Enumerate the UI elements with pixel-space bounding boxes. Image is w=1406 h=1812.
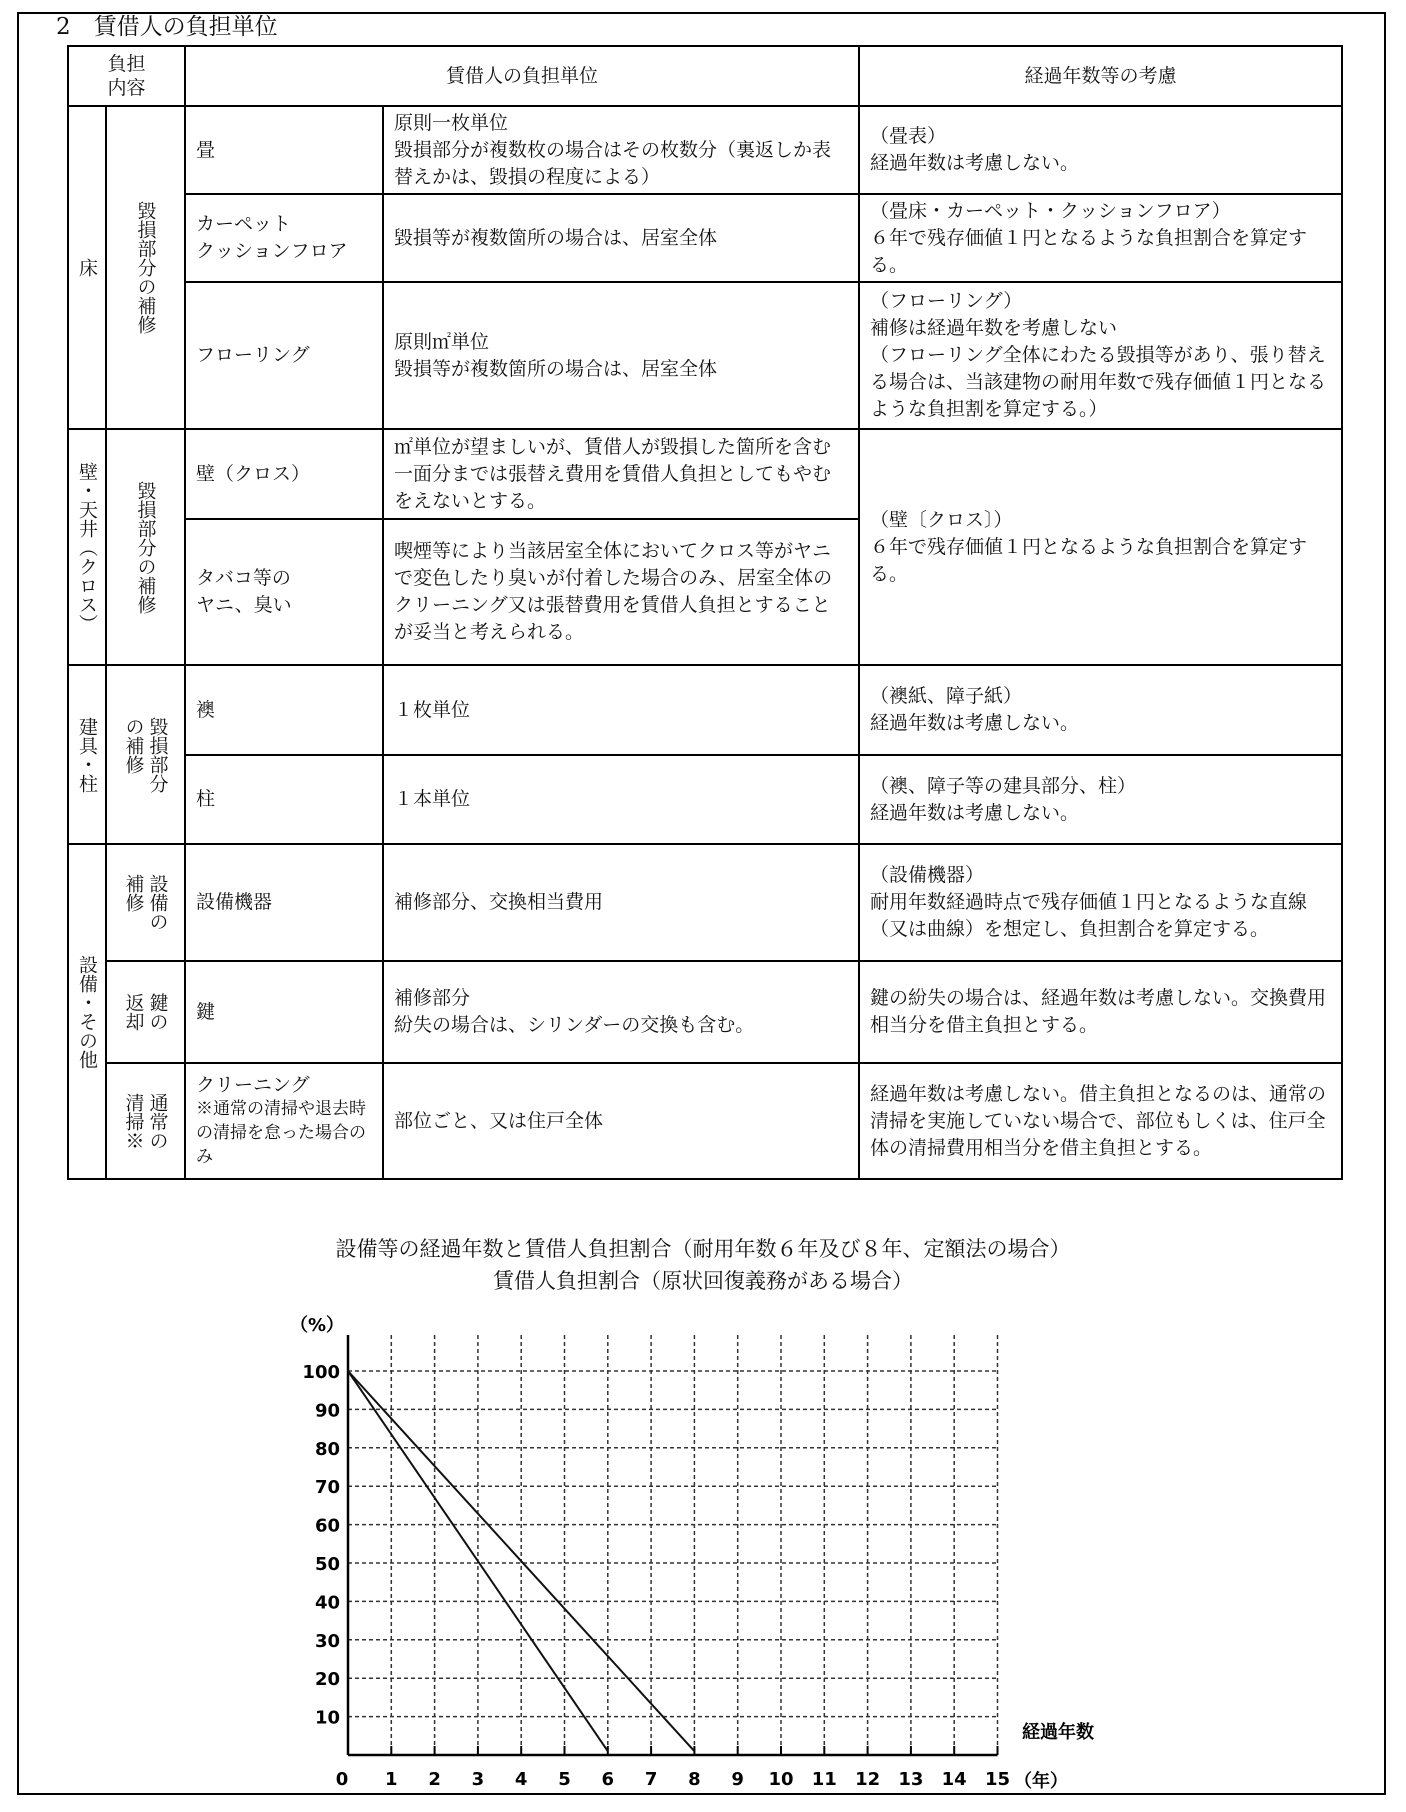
x-tick-label: 8: [688, 1769, 701, 1790]
item-cell: [185, 665, 383, 755]
unit-text: 毀損等が複数箇所の場合は、居室全体: [394, 226, 718, 249]
group-label: 床: [76, 258, 98, 277]
y-tick-label: 10: [314, 1707, 340, 1729]
sub-label: 清掃※: [122, 1092, 145, 1150]
header-category: [68, 46, 185, 106]
item-label: クリーニング: [196, 1074, 310, 1096]
chart-title: 設備等の経過年数と賃借人負担割合（耐用年数６年及び８年、定額法の場合）: [335, 1237, 1071, 1261]
sub-cell: [106, 961, 185, 1063]
item-label: タバコ等の: [196, 567, 291, 589]
x-tick-label: 3: [471, 1769, 485, 1790]
item-label: ヤニ、臭い: [196, 594, 292, 616]
x-tick-label: 11: [811, 1769, 837, 1790]
item-label: フローリング: [196, 344, 310, 366]
unit-cell: [383, 429, 859, 519]
sub-label: 設備の: [146, 874, 169, 931]
item-label: 鍵: [196, 1000, 216, 1023]
sub-cell: [106, 844, 185, 961]
x-axis-label: 経過年数: [1022, 1722, 1094, 1743]
age-text: （フローリング）: [870, 290, 1023, 312]
age-text: 耐用年数経過時点で残存価値１円となるような直線（又は曲線）を想定し、負担割合を算定する。: [870, 891, 1308, 940]
y-tick-label: 80: [314, 1438, 340, 1460]
age-text: 鍵の紛失の場合は、経過年数は考慮しない。交換費用相当分を借主負担とする。: [870, 987, 1327, 1036]
x-axis-unit: （年）: [1014, 1771, 1068, 1792]
unit-cell: [383, 1063, 859, 1179]
y-tick-label: 50: [314, 1554, 340, 1575]
table-row: [68, 961, 1342, 1063]
unit-text: 喫煙等により当該居室全体においてクロス等がヤニで変色したり臭いが付着した場合のみ、居室全体のクリーニング又は張替費用を賃借人負担とすることが妥当と考えられる。: [394, 540, 833, 643]
x-tick-label: 1: [385, 1769, 398, 1790]
group-wall: [68, 429, 106, 665]
age-text: ６年で残存価値１円となるような負担割合を算定する。: [870, 535, 1308, 585]
sub-label: 返却: [122, 993, 145, 1031]
table-row: [68, 282, 1342, 429]
age-cell: [859, 429, 1342, 665]
age-cell: [859, 282, 1342, 429]
sub-label: の補修: [122, 716, 145, 774]
unit-text: １本単位: [394, 788, 471, 810]
y-tick-label: 60: [314, 1515, 340, 1537]
x-tick-label: 2: [428, 1769, 441, 1790]
x-tick-label: 5: [558, 1769, 571, 1790]
item-cell: [185, 844, 383, 961]
x-tick-label: 9: [731, 1769, 744, 1790]
x-tick-label: 13: [898, 1769, 924, 1790]
item-label: クッションフロア: [196, 240, 348, 262]
x-tick-label: 15: [984, 1769, 1011, 1790]
unit-text: 毀損等が複数箇所の場合は、居室全体: [394, 357, 718, 380]
unit-cell: [383, 194, 859, 282]
group-equipment: [68, 844, 106, 1179]
burden-unit-table: [67, 45, 1343, 1180]
group-fittings: [68, 665, 106, 844]
y-axis-label: （%）: [290, 1315, 345, 1336]
table-row: [68, 1063, 1342, 1179]
age-text: 経過年数は考慮しない。借主負担となるのは、通常の清掃を実施していない場合で、部位もしくは、住戸全体の清掃費用相当分を借主負担とする。: [870, 1082, 1327, 1159]
sub-label: 毀損部分: [146, 716, 169, 793]
y-tick-label: 40: [314, 1592, 340, 1614]
sub-label: 通常の: [146, 1092, 169, 1150]
age-cell: [859, 1063, 1342, 1179]
age-text: （襖紙、障子紙）: [870, 685, 1023, 707]
y-tick-label: 90: [314, 1400, 340, 1422]
item-label: 柱: [196, 788, 216, 810]
unit-text: １枚単位: [394, 698, 471, 721]
unit-cell: [383, 755, 859, 844]
sub-fittings: [106, 665, 185, 844]
unit-text: 紛失の場合は、シリンダーの交換も含む。: [394, 1014, 755, 1036]
x-tick-label: 10: [768, 1769, 794, 1790]
item-label: カーペット: [196, 213, 292, 235]
group-label: 建具・柱: [76, 716, 98, 793]
header-category-line: 内容: [107, 77, 146, 99]
unit-text: 部位ごと、又は住戸全体: [394, 1109, 604, 1132]
sub-floor: [106, 106, 185, 429]
age-text: 経過年数は考慮しない。: [870, 152, 1080, 174]
table-row: [68, 429, 1342, 519]
age-text: （壁〔クロス〕）: [870, 508, 1013, 531]
age-cell: [859, 106, 1342, 194]
sub-wall: [106, 429, 185, 665]
unit-cell: [383, 282, 859, 429]
x-tick-label: 7: [644, 1769, 658, 1790]
x-tick-label: 6: [601, 1769, 615, 1790]
age-cell: [859, 961, 1342, 1063]
age-cell: [859, 755, 1342, 844]
x-tick-label: 0: [335, 1769, 349, 1790]
y-tick-label: 30: [314, 1630, 340, 1652]
age-text: 補修は経過年数を考慮しない: [870, 317, 1118, 339]
age-text: ６年で残存価値１円となるような負担割合を算定する。: [870, 226, 1308, 276]
age-text: （畳表）: [870, 125, 947, 147]
item-label: 畳: [196, 138, 216, 161]
unit-text: 原則㎡単位: [394, 330, 490, 353]
y-tick-label: 100: [302, 1362, 340, 1383]
item-cell: [185, 194, 383, 282]
age-text: （フローリング全体にわたる毀損等があり、張り替える場合は、当該建物の耐用年数で残存価値１円となるような負担割を算定する。）: [870, 344, 1327, 420]
section-title: 2 賃借人の負担単位: [56, 14, 278, 40]
item-note: ※通常の清掃や退去時の清掃を怠った場合のみ: [196, 1099, 367, 1167]
item-cell: [185, 1063, 383, 1179]
table-row: [68, 755, 1342, 844]
unit-text: 毀損部分が複数枚の場合はその枚数分（裏返しか表替えかは、毀損の程度による）: [394, 138, 832, 188]
header-age: 経過年数等の考慮: [859, 46, 1342, 106]
unit-text: 補修部分、交換相当費用: [394, 891, 604, 913]
group-floor: [68, 106, 106, 429]
table-row: [68, 665, 1342, 755]
item-cell: [185, 429, 383, 519]
unit-text: ㎡単位が望ましいが、賃借人が毀損した箇所を含む一面分までは張替え費用を賃借人負担としてもやむをえないとする。: [394, 435, 832, 512]
age-text: （襖、障子等の建具部分、柱）: [870, 774, 1137, 797]
sub-cell: [106, 1063, 185, 1179]
x-tick-label: 4: [514, 1769, 528, 1790]
age-text: 経過年数は考慮しない。: [870, 801, 1080, 824]
unit-cell: [383, 665, 859, 755]
group-label: 壁・天井（クロス）: [76, 461, 98, 633]
item-cell: [185, 282, 383, 429]
item-label: 襖: [196, 698, 216, 721]
y-tick-label: 20: [314, 1669, 340, 1691]
item-cell: [185, 106, 383, 194]
header-unit: 賃借人の負担単位: [185, 46, 859, 106]
age-cell: [859, 194, 1342, 282]
group-label: 設備・その他: [76, 954, 98, 1069]
table-row: [68, 194, 1342, 282]
chart-subtitle: 賃借人負担割合（原状回復義務がある場合）: [493, 1269, 913, 1293]
y-tick-label: 70: [314, 1477, 340, 1499]
sub-label: 毀損部分の補修: [134, 201, 157, 334]
unit-cell: [383, 961, 859, 1063]
x-tick-label: 14: [941, 1769, 967, 1790]
sub-label: 鍵の: [146, 993, 169, 1031]
x-tick-label: 12: [855, 1769, 881, 1790]
unit-cell: [383, 106, 859, 194]
header-category-line: 負担: [107, 53, 146, 75]
item-cell: [185, 961, 383, 1063]
age-cell: [859, 844, 1342, 961]
age-text: 経過年数は考慮しない。: [870, 712, 1080, 734]
age-cell: [859, 665, 1342, 755]
age-text: （畳床・カーペット・クッションフロア）: [870, 199, 1231, 222]
item-label: 壁（クロス）: [196, 462, 311, 485]
sub-label: 補修: [122, 874, 145, 912]
item-cell: [185, 519, 383, 665]
table-row: [68, 844, 1342, 961]
table-row: [68, 106, 1342, 194]
table-header-row: [68, 46, 1342, 106]
item-cell: [185, 755, 383, 844]
item-label: 設備機器: [196, 891, 273, 913]
unit-cell: [383, 519, 859, 665]
unit-cell: [383, 844, 859, 961]
age-text: （設備機器）: [870, 864, 985, 886]
sub-label: 毀損部分の補修: [134, 480, 157, 614]
unit-text: 補修部分: [394, 987, 471, 1009]
unit-text: 原則一枚単位: [394, 111, 509, 134]
